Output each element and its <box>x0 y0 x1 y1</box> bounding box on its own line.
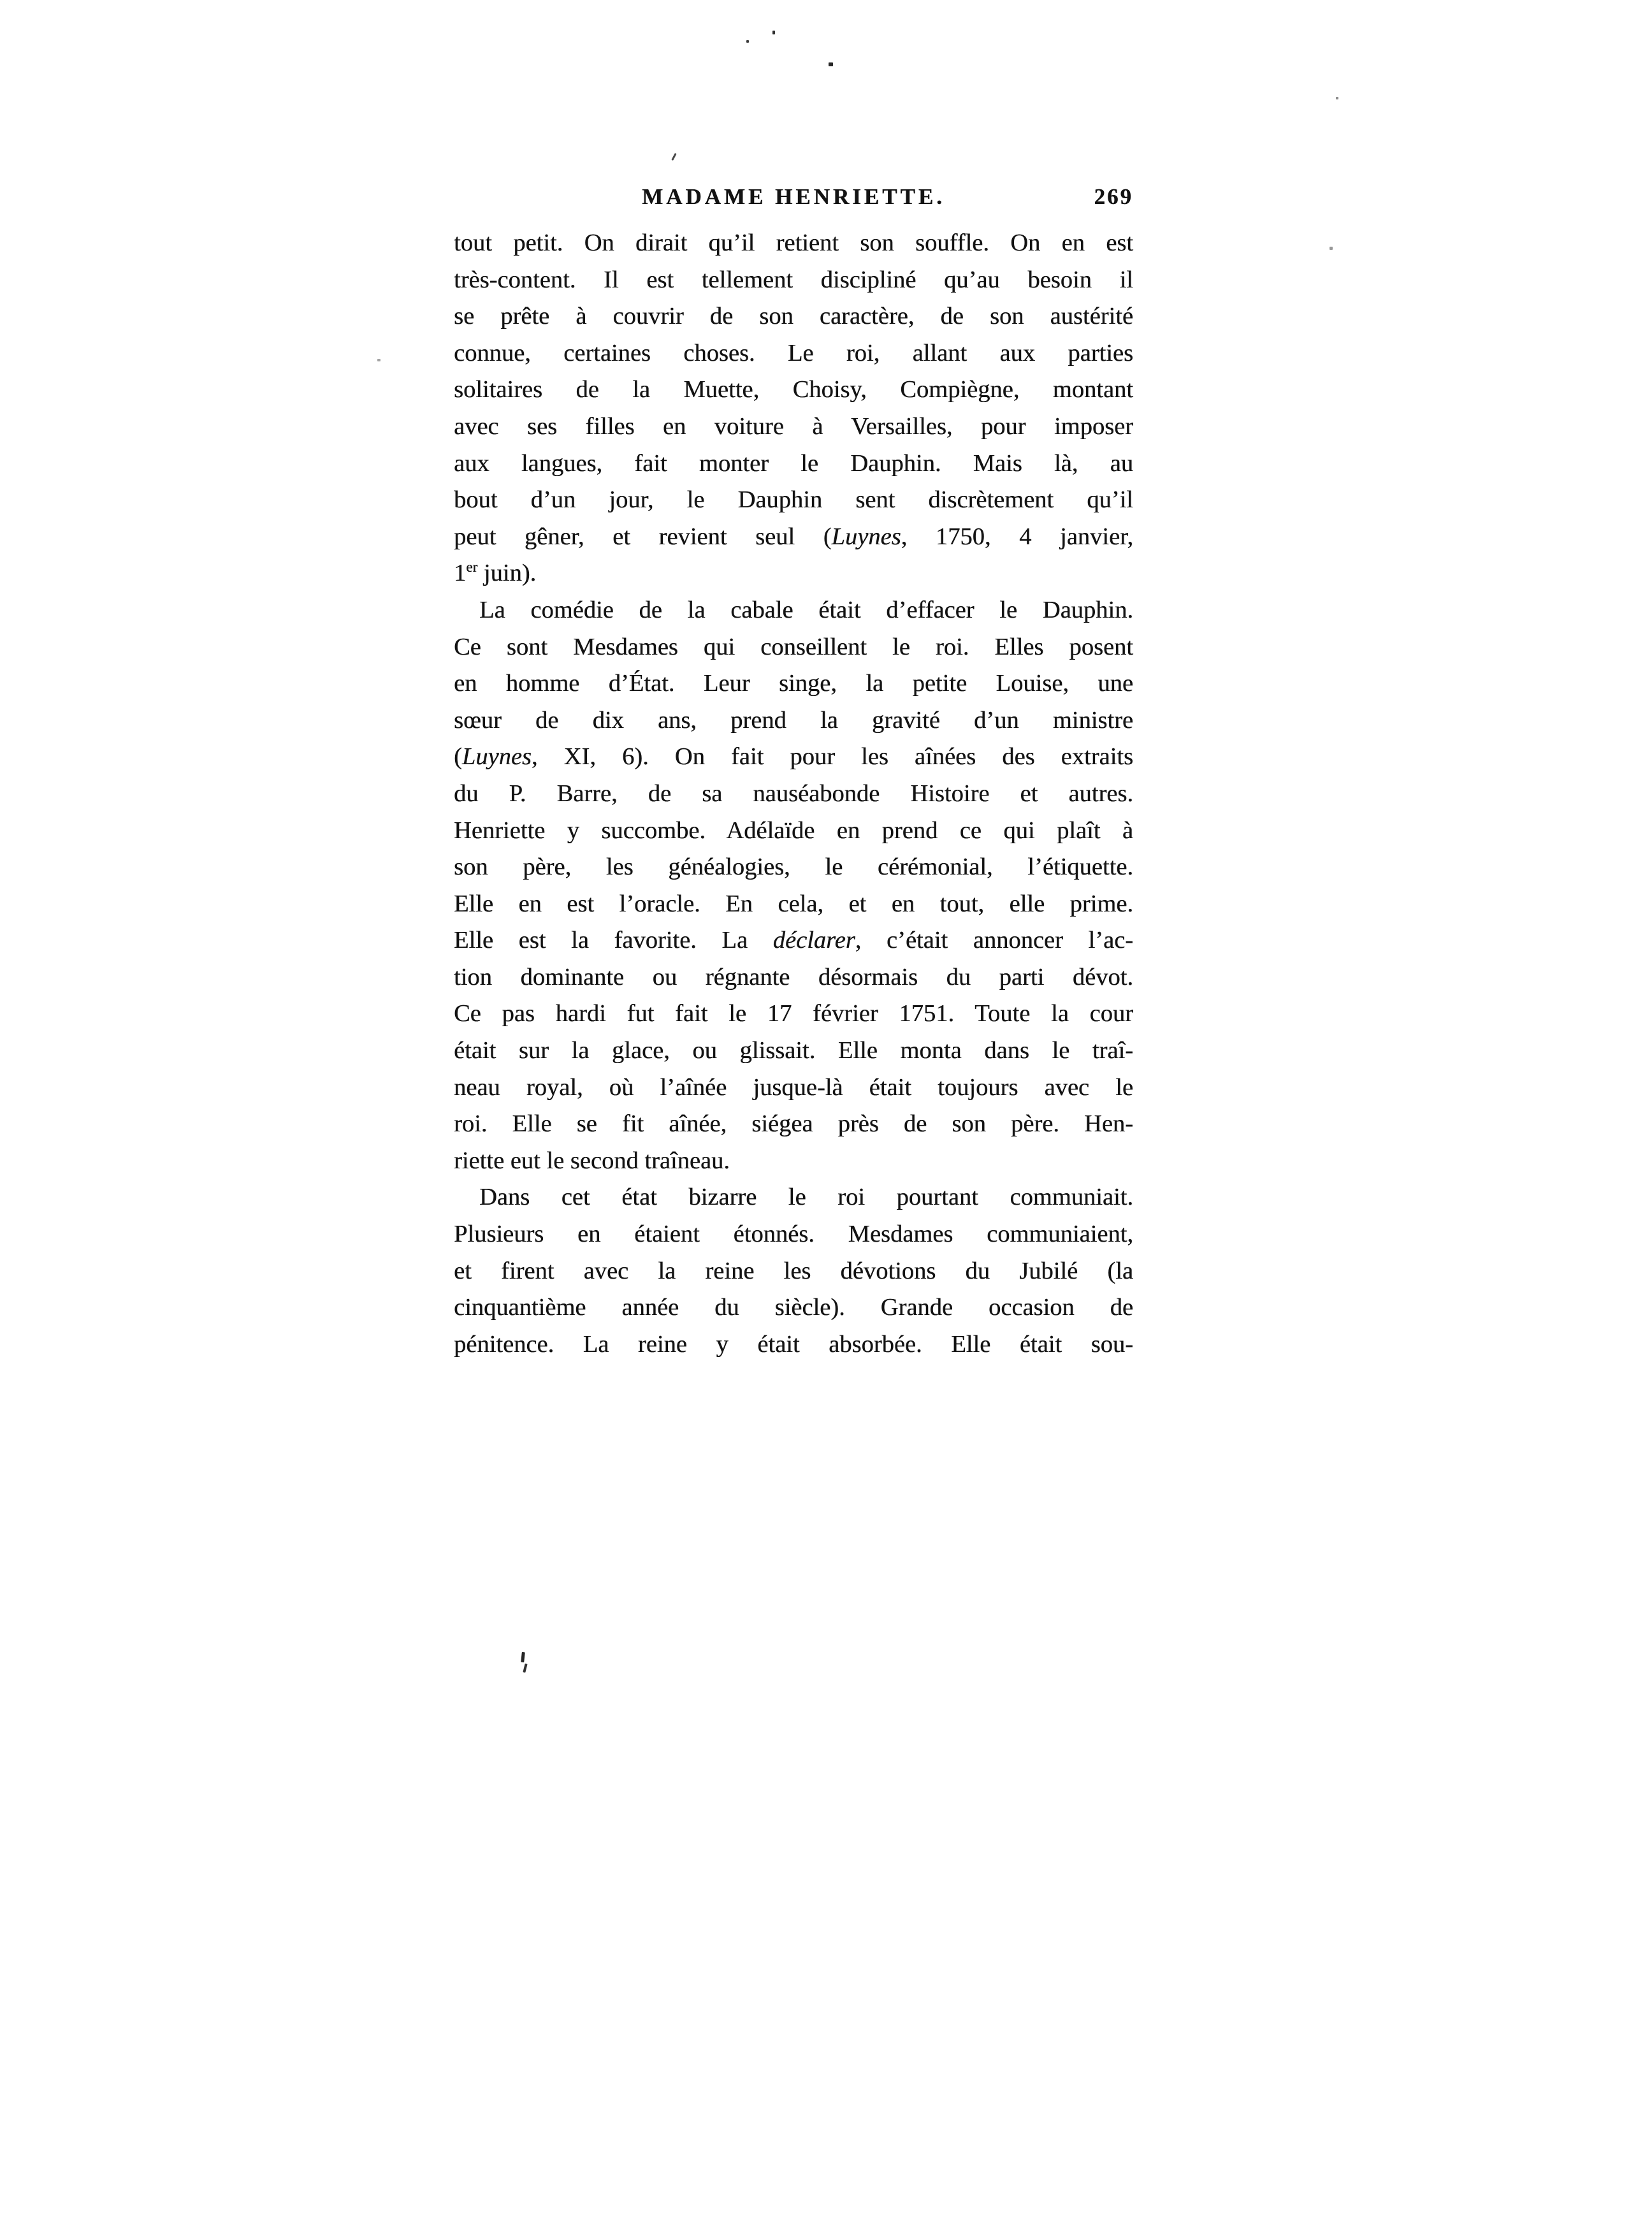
ink-speck <box>829 62 833 66</box>
body-text: La comédie de la cabale était d’effacer le Dauphin. <box>479 596 1133 623</box>
text-line <box>454 849 1133 886</box>
body-text: Henriette y succombe. Adélaïde en prend ce qui plaît à <box>454 817 1133 844</box>
body-text: aux langues, fait monter le Dauphin. Mais là, au <box>454 449 1133 477</box>
body-text: tion dominante ou régnante désormais du parti dévot. <box>454 963 1133 991</box>
text-line <box>454 702 1133 739</box>
text-line <box>454 519 1133 556</box>
body-text: Dans cet état bizarre le roi pourtant communiait. <box>479 1184 1133 1211</box>
body-text: son père, les généalogies, le cérémonial, l’étiquette. <box>454 853 1133 881</box>
body-text: tout petit. On dirait qu’il retient son souffle. On en est <box>454 229 1133 256</box>
text-line <box>454 1179 1133 1216</box>
body-text: Ce pas hardi fut fait le 17 février 1751. Toute la cour <box>454 1000 1133 1027</box>
text-line <box>454 776 1133 813</box>
text-line <box>454 1326 1133 1363</box>
body-text: juin). <box>477 560 537 587</box>
text-line <box>454 886 1133 923</box>
body-text: pénitence. La reine y était absorbée. Elle était sou- <box>454 1330 1133 1358</box>
body-text: se prête à couvrir de son caractère, de son austérité <box>454 303 1133 330</box>
text-line <box>454 959 1133 996</box>
text-line <box>454 592 1133 629</box>
italic-text: déclarer <box>772 927 855 954</box>
body-text: roi. Elle se fit aînée, siégea près de son père. Hen- <box>454 1110 1133 1138</box>
ink-speck <box>1336 97 1338 99</box>
body-text: Ce sont Mesdames qui conseillent le roi. Elles posent <box>454 633 1133 660</box>
body-text: , XI, 6). On fait pour les aînées des extraits <box>531 743 1133 771</box>
page-number: 269 <box>1094 184 1133 209</box>
text-line <box>454 996 1133 1033</box>
body-text: , 1750, 4 janvier, <box>901 523 1133 550</box>
body-text: connue, certaines choses. Le roi, allant aux parties <box>454 339 1133 367</box>
text-line <box>454 813 1133 850</box>
text-line <box>454 298 1133 335</box>
text-line <box>454 739 1133 776</box>
text-line <box>454 1289 1133 1326</box>
ink-speck <box>671 153 676 161</box>
page-header <box>454 184 1133 216</box>
text-line <box>454 446 1133 483</box>
text-line <box>454 482 1133 519</box>
body-text: Plusieurs en étaient étonnés. Mesdames communiaient, <box>454 1221 1133 1248</box>
body-text: riette eut le second traîneau. <box>454 1147 730 1174</box>
text-line <box>454 665 1133 702</box>
ink-speck <box>772 31 775 34</box>
text-block <box>454 225 1133 1363</box>
body-text: peut gêner, et revient seul ( <box>454 523 832 550</box>
text-line <box>454 1033 1133 1070</box>
body-text: du P. Barre, de sa nauséabonde Histoire et autres. <box>454 780 1133 807</box>
ink-speck <box>523 1664 527 1673</box>
text-line <box>454 225 1133 262</box>
body-text: et firent avec la reine les dévotions du Jubilé (la <box>454 1257 1133 1284</box>
body-text: 1 <box>454 560 467 587</box>
body-text: Elle est la favorite. La <box>454 927 773 954</box>
text-line <box>454 1143 1133 1180</box>
body-text: très-content. Il est tellement discipliné qu’au besoin il <box>454 266 1133 293</box>
body-text: neau royal, où l’aînée jusque-là était toujours avec le <box>454 1073 1133 1101</box>
body-text: solitaires de la Muette, Choisy, Compiègne, montant <box>454 376 1133 403</box>
italic-text: Luynes <box>831 523 901 550</box>
text-line <box>454 922 1133 959</box>
text-line <box>454 629 1133 666</box>
running-title: MADAME HENRIETTE. <box>642 184 945 209</box>
body-text: était sur la glace, ou glissait. Elle monta dans le traî- <box>454 1037 1133 1064</box>
body-text: sœur de dix ans, prend la gravité d’un ministre <box>454 706 1133 734</box>
ink-speck <box>377 359 380 361</box>
ink-speck <box>521 1652 525 1662</box>
body-text: Elle en est l’oracle. En cela, et en tout, elle prime. <box>454 890 1133 917</box>
body-text: en homme d’État. Leur singe, la petite Louise, une <box>454 670 1133 697</box>
text-line <box>454 1106 1133 1143</box>
text-line <box>454 372 1133 409</box>
text-line <box>454 1253 1133 1290</box>
ink-speck <box>1330 247 1333 250</box>
body-text: ( <box>454 743 462 771</box>
body-text: , c’était annoncer l’ac- <box>855 927 1133 954</box>
superscript-text: er <box>466 558 478 576</box>
body-text: bout d’un jour, le Dauphin sent discrètement qu’il <box>454 486 1133 514</box>
text-line <box>454 1070 1133 1107</box>
text-line <box>454 409 1133 446</box>
text-line <box>454 555 1133 592</box>
body-text: avec ses filles en voiture à Versailles, pour imposer <box>454 412 1133 440</box>
text-line <box>454 1216 1133 1253</box>
ink-speck <box>746 40 749 43</box>
text-line <box>454 262 1133 299</box>
italic-text: Luynes <box>461 743 532 771</box>
text-line <box>454 335 1133 372</box>
body-text: cinquantième année du siècle). Grande occasion de <box>454 1294 1133 1321</box>
